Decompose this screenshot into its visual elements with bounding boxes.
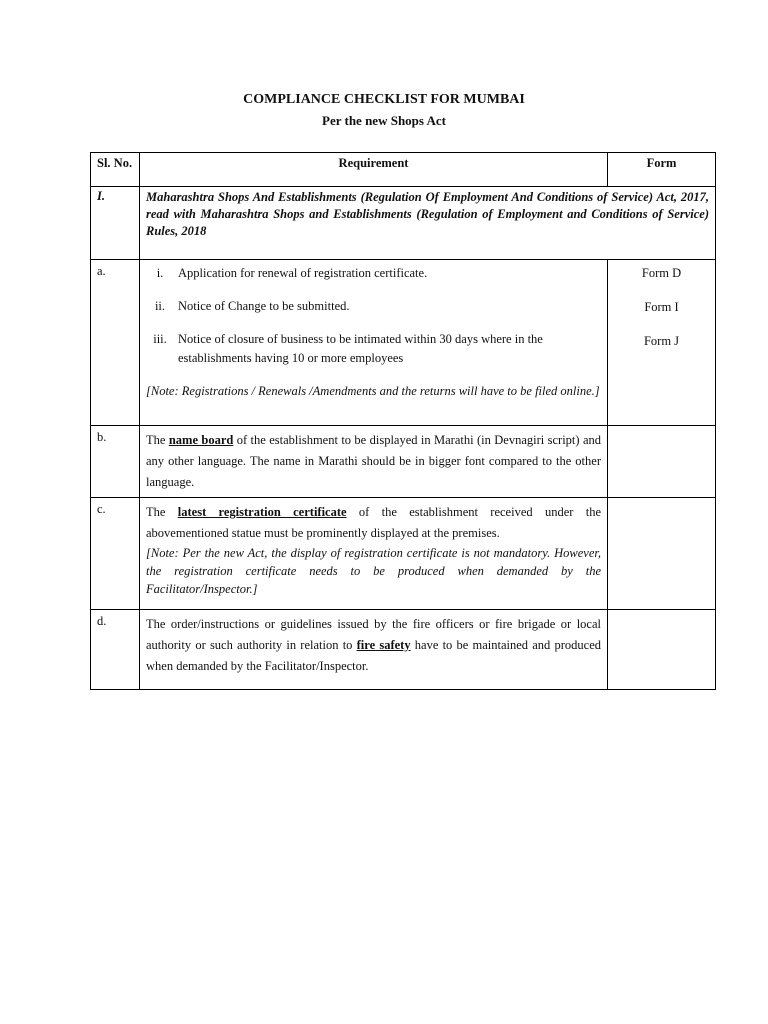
form-label: Form D bbox=[641, 266, 682, 280]
row-number: c. bbox=[91, 498, 140, 610]
requirement-keyword: name board bbox=[168, 433, 234, 447]
row-number: d. bbox=[91, 610, 140, 690]
requirement-keyword: fire safety bbox=[356, 638, 411, 652]
requirement-cell bbox=[140, 260, 608, 426]
section-number: I. bbox=[91, 187, 140, 260]
form-cell bbox=[608, 498, 716, 610]
row-number: b. bbox=[91, 426, 140, 498]
requirement-keyword: latest registration certificate bbox=[177, 505, 347, 519]
table-row bbox=[91, 426, 716, 498]
sub-item-numeral: ii. bbox=[154, 299, 166, 313]
table-row bbox=[91, 498, 716, 610]
sub-item bbox=[146, 297, 601, 316]
sub-item-numeral: iii. bbox=[153, 332, 167, 346]
section-row bbox=[91, 187, 716, 260]
requirement-text: The bbox=[146, 505, 166, 519]
form-cell bbox=[608, 426, 716, 498]
form-label: Form J bbox=[643, 334, 680, 348]
requirement-text: The order/instructions or guidelines issued by the fire officers or fire brigade or local authority or such authority in relation to bbox=[146, 617, 601, 652]
requirement-text: of the establishment to be displayed in Marathi (in Devnagiri script) and any other language. The name in Marathi should be in bigger font compared to the other language. bbox=[146, 433, 601, 489]
sub-item-text: Notice of closure of business to be intimated within 30 days where in the establishments having 10 or more employees bbox=[178, 332, 543, 365]
sub-item-text: Notice of Change to be submitted. bbox=[178, 299, 350, 313]
document-subtitle: Per the new Shops Act bbox=[322, 113, 446, 128]
requirement-text: of the establishment received under the abovementioned statue must be prominently displayed at the premises. bbox=[146, 505, 602, 540]
requirement-cell bbox=[140, 426, 608, 498]
requirement-text: have to be maintained and produced when demanded by the Facilitator/Inspector. bbox=[146, 638, 601, 673]
form-label: Form I bbox=[644, 300, 679, 314]
compliance-table bbox=[90, 152, 716, 690]
requirement-cell bbox=[140, 610, 608, 690]
header-form: Form bbox=[608, 153, 716, 187]
form-cell bbox=[608, 260, 716, 426]
header-requirement: Requirement bbox=[140, 153, 608, 187]
section-title: Maharashtra Shops And Establishments (Regulation Of Employment And Conditions of Service) Act, 2017, read with Maharashtra Shops and Establishments (Regulation of Employment and Conditions of Service) Rules, 2018 bbox=[140, 187, 716, 260]
requirement-text: The bbox=[146, 433, 166, 447]
form-cell bbox=[608, 610, 716, 690]
sub-item-text: Application for renewal of registration certificate. bbox=[178, 266, 428, 280]
sub-item bbox=[146, 264, 601, 283]
row-number: a. bbox=[91, 260, 140, 426]
table-row bbox=[91, 260, 716, 426]
table-header-row bbox=[91, 153, 716, 187]
document-title: COMPLIANCE CHECKLIST FOR MUMBAI bbox=[243, 92, 525, 107]
table-row bbox=[91, 610, 716, 690]
note-text: [Note: Per the new Act, the display of registration certificate is not mandatory. However, the registration certificate needs to be produced when demanded by the Facilitator/Inspector.] bbox=[146, 546, 601, 596]
note-text: [Note: Registrations / Renewals /Amendments and the returns will have to be filed online.] bbox=[146, 384, 600, 398]
sub-item bbox=[146, 330, 601, 368]
sub-item-numeral: i. bbox=[156, 266, 164, 280]
header-sl-no: Sl. No. bbox=[91, 153, 140, 187]
requirement-cell bbox=[140, 498, 608, 610]
